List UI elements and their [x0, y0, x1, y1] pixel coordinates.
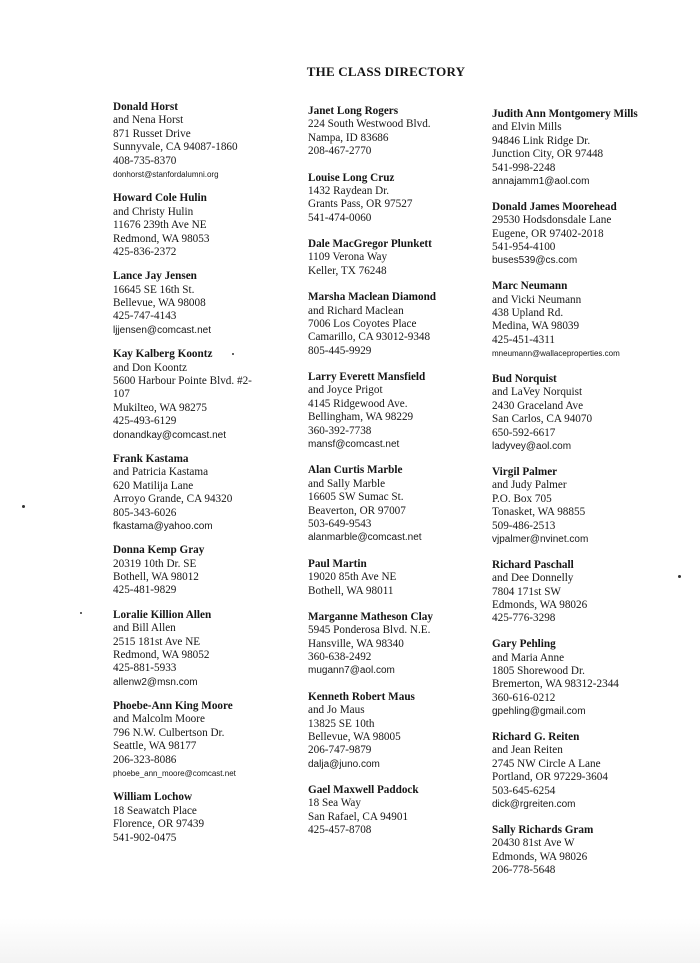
- entry-detail-line: 360-616-0212: [492, 691, 556, 704]
- entry-detail-line: Bothell, WA 98012: [113, 571, 199, 584]
- entry-detail-line: and Vicki Neumann: [492, 293, 582, 306]
- directory-entry: [113, 609, 313, 689]
- entry-detail-line: San Rafael, CA 94901: [308, 810, 409, 823]
- entry-detail-line: 1109 Verona Way: [308, 251, 388, 264]
- directory-entry: [308, 172, 508, 226]
- entry-name: Donna Kemp Gray: [113, 544, 205, 557]
- entry-email: donandkay@comcast.net: [113, 429, 226, 441]
- entry-detail-line: and LaVey Norquist: [492, 386, 583, 399]
- entry-email: phoebe_ann_moore@comcast.net: [113, 769, 236, 779]
- directory-column-2: [308, 105, 508, 851]
- entry-detail-line: 425-776-3298: [492, 612, 556, 625]
- entry-detail-line: Florence, OR 97439: [113, 818, 205, 831]
- entry-detail-line: 94846 Link Ridge Dr.: [492, 134, 591, 147]
- directory-entry: [113, 544, 313, 598]
- entry-detail-line: 20319 10th Dr. SE: [113, 557, 197, 570]
- entry-detail-line: 425-836-2372: [113, 245, 177, 258]
- entry-detail-line: 13825 SE 10th: [308, 717, 375, 730]
- entry-email: donhorst@stanfordalumni.org: [113, 170, 219, 180]
- entry-detail-line: and Jo Maus: [308, 704, 365, 717]
- entry-name: Donald Horst: [113, 101, 178, 113]
- entry-detail-line: 18 Sea Way: [308, 797, 361, 810]
- entry-name: Marsha Maclean Diamond: [308, 291, 437, 304]
- directory-entry: [492, 373, 692, 453]
- entry-detail-line: 206-747-9879: [308, 744, 372, 757]
- entry-detail-line: 29530 Hodsdonsdale Lane: [492, 214, 612, 227]
- entry-email: ladyvey@aol.com: [492, 441, 572, 453]
- entry-detail-line: Edmonds, WA 98026: [492, 850, 588, 863]
- entry-detail-line: 503-645-6254: [492, 784, 556, 797]
- entry-detail-line: Arroyo Grande, CA 94320: [113, 493, 233, 506]
- entry-detail-line: 650-592-6617: [492, 426, 556, 439]
- entry-detail-line: Bellingham, WA 98229: [308, 411, 414, 424]
- entry-name: Howard Cole Hulin: [113, 192, 207, 205]
- entry-detail-line: 2745 NW Circle A Lane: [492, 757, 601, 770]
- entry-detail-line: and Maria Anne: [492, 651, 565, 664]
- entry-detail-line: 16605 SW Sumac St.: [308, 491, 404, 504]
- directory-entry: [308, 291, 508, 358]
- directory-entry: [113, 101, 313, 181]
- entry-detail-line: Redmond, WA 98053: [113, 232, 210, 245]
- entry-detail-line: and Nena Horst: [113, 114, 184, 127]
- entry-detail-line: 5945 Ponderosa Blvd. N.E.: [308, 624, 431, 637]
- entry-detail-line: 620 Matilija Lane: [113, 479, 194, 492]
- entry-detail-line: Portland, OR 97229-3604: [492, 771, 608, 784]
- entry-name: Paul Martin: [308, 557, 367, 570]
- entry-detail-line: 541-954-4100: [492, 241, 556, 254]
- entry-detail-line: 425-481-9829: [113, 584, 177, 597]
- entry-detail-line: 796 N.W. Culbertson Dr.: [113, 726, 225, 739]
- entry-detail-line: Keller, TX 76248: [308, 264, 387, 277]
- entry-detail-line: Bellevue, WA 98005: [308, 730, 401, 743]
- entry-email: mneumann@wallaceproperties.com: [492, 349, 620, 359]
- entry-detail-line: 7006 Los Coyotes Place: [308, 317, 417, 330]
- entry-detail-line: Bothell, WA 98011: [308, 584, 394, 597]
- directory-entry: [308, 464, 508, 544]
- entry-email: dick@rgreiten.com: [492, 799, 576, 811]
- entry-email: ljjensen@comcast.net: [113, 324, 211, 336]
- scan-bottom-edge: [0, 918, 700, 963]
- entry-email: vjpalmer@nvinet.com: [492, 533, 589, 545]
- entry-name: Donald James Moorehead: [492, 200, 617, 213]
- entry-detail-line: Eugene, OR 97402-2018: [492, 227, 604, 240]
- entry-name: Phoebe-Ann King Moore: [113, 700, 233, 713]
- entry-name: Judith Ann Montgomery Mills: [492, 108, 638, 120]
- scan-speck: [80, 612, 82, 614]
- entry-name: Bud Norquist: [492, 373, 557, 386]
- entry-email: dalja@juno.com: [308, 758, 380, 770]
- entry-detail-line: 206-778-5648: [492, 864, 556, 877]
- entry-detail-line: 4145 Ridgewood Ave.: [308, 397, 408, 410]
- entry-name: Kay Kalberg Koontz: [113, 348, 213, 361]
- entry-email: allenw2@msn.com: [113, 676, 198, 688]
- directory-entry: [308, 691, 508, 771]
- entry-detail-line: 805-343-6026: [113, 506, 177, 519]
- entry-detail-line: Edmonds, WA 98026: [492, 598, 588, 611]
- entry-name: Dale MacGregor Plunkett: [308, 238, 432, 251]
- entry-detail-line: Bremerton, WA 98312-2344: [492, 678, 619, 691]
- scan-speck: [232, 353, 234, 355]
- entry-detail-line: and Jean Reiten: [492, 744, 563, 757]
- entry-detail-line: and Christy Hulin: [113, 205, 194, 218]
- entry-detail-line: Redmond, WA 98052: [113, 648, 210, 661]
- entry-detail-line: 20430 81st Ave W: [492, 837, 575, 850]
- entry-name: Richard Paschall: [492, 558, 574, 571]
- entry-detail-line: and Don Koontz: [113, 361, 187, 374]
- entry-detail-line: 107: [113, 388, 130, 401]
- entry-detail-line: 1805 Shorewood Dr.: [492, 664, 585, 677]
- entry-detail-line: P.O. Box 705: [492, 492, 552, 505]
- entry-name: Alan Curtis Marble: [308, 464, 403, 477]
- directory-entry: [492, 201, 692, 268]
- directory-entry: [308, 784, 508, 838]
- entry-detail-line: 360-392-7738: [308, 424, 372, 437]
- entry-name: Sally Richards Gram: [492, 823, 594, 836]
- entry-detail-line: and Malcolm Moore: [113, 713, 205, 726]
- entry-detail-line: and Judy Palmer: [492, 479, 567, 492]
- entry-detail-line: Seattle, WA 98177: [113, 740, 197, 753]
- directory-entry: [492, 824, 692, 878]
- entry-detail-line: and Dee Donnelly: [492, 572, 574, 585]
- entry-detail-line: 541-998-2248: [492, 161, 556, 174]
- entry-name: Loralie Killion Allen: [113, 608, 212, 621]
- entry-detail-line: Sunnyvale, CA 94087-1860: [113, 141, 238, 154]
- entry-name: Virgil Palmer: [492, 465, 558, 478]
- entry-detail-line: San Carlos, CA 94070: [492, 413, 593, 426]
- entry-email: annajamm1@aol.com: [492, 176, 590, 188]
- directory-entry: [113, 791, 313, 845]
- entry-detail-line: Grants Pass, OR 97527: [308, 198, 413, 211]
- entry-name: Larry Everett Mansfield: [308, 371, 426, 384]
- entry-detail-line: 509-486-2513: [492, 519, 556, 532]
- entry-detail-line: 16645 SE 16th St.: [113, 283, 195, 296]
- directory-entry: [113, 700, 313, 780]
- directory-entry: [492, 559, 692, 626]
- entry-detail-line: 19020 85th Ave NE: [308, 571, 397, 584]
- entry-detail-line: 206-323-8086: [113, 753, 177, 766]
- entry-detail-line: Tonasket, WA 98855: [492, 506, 586, 519]
- entry-detail-line: and Joyce Prigot: [308, 384, 383, 397]
- directory-entry: [113, 270, 313, 337]
- entry-detail-line: 541-902-0475: [113, 831, 177, 844]
- entry-detail-line: 2515 181st Ave NE: [113, 635, 201, 648]
- entry-detail-line: 7804 171st SW: [492, 585, 561, 598]
- entry-detail-line: 425-747-4143: [113, 310, 177, 323]
- entry-detail-line: 425-493-6129: [113, 415, 177, 428]
- entry-detail-line: 425-881-5933: [113, 662, 177, 675]
- entry-name: Kenneth Robert Maus: [308, 690, 415, 703]
- entry-name: Marc Neumann: [492, 280, 568, 293]
- entry-detail-line: Bellevue, WA 98008: [113, 297, 206, 310]
- entry-email: gpehling@gmail.com: [492, 706, 586, 718]
- directory-entry: [113, 453, 313, 533]
- scan-speck: [678, 575, 681, 578]
- entry-detail-line: Junction City, OR 97448: [492, 148, 604, 161]
- entry-name: William Lochow: [113, 791, 193, 804]
- directory-entry: [308, 611, 508, 678]
- directory-column-1: [113, 101, 313, 856]
- entry-name: Janet Long Rogers: [308, 105, 399, 117]
- entry-detail-line: 1432 Raydean Dr.: [308, 184, 390, 197]
- directory-entry: [492, 466, 692, 546]
- entry-detail-line: 2430 Graceland Ave: [492, 399, 584, 412]
- entry-name: Richard G. Reiten: [492, 730, 580, 743]
- entry-name: Louise Long Cruz: [308, 171, 395, 184]
- directory-entry: [113, 348, 313, 442]
- entry-detail-line: 541-474-0060: [308, 211, 372, 224]
- directory-entry: [492, 731, 692, 811]
- entry-detail-line: 224 South Westwood Blvd.: [308, 118, 431, 131]
- entry-detail-line: and Sally Marble: [308, 477, 386, 490]
- entry-detail-line: 408-735-8370: [113, 154, 177, 167]
- entry-name: Lance Jay Jensen: [113, 270, 197, 283]
- entry-detail-line: 18 Seawatch Place: [113, 804, 197, 817]
- entry-detail-line: 805-445-9929: [308, 344, 372, 357]
- entry-name: Frank Kastama: [113, 452, 189, 465]
- entry-name: Gael Maxwell Paddock: [308, 784, 419, 797]
- entry-detail-line: Beaverton, OR 97007: [308, 504, 406, 517]
- entry-detail-line: and Bill Allen: [113, 622, 176, 635]
- entry-detail-line: Mukilteo, WA 98275: [113, 401, 207, 414]
- entry-detail-line: and Patricia Kastama: [113, 466, 209, 479]
- entry-email: buses539@cs.com: [492, 255, 578, 267]
- directory-entry: [308, 105, 508, 159]
- entry-detail-line: 438 Upland Rd.: [492, 307, 564, 320]
- entry-email: mansf@comcast.net: [308, 439, 400, 451]
- entry-name: Marganne Matheson Clay: [308, 610, 433, 623]
- directory-entry: [492, 108, 692, 188]
- scan-speck: [22, 505, 25, 508]
- directory-entry: [308, 238, 508, 278]
- entry-detail-line: Nampa, ID 83686: [308, 131, 389, 144]
- entry-email: mugann7@aol.com: [308, 665, 395, 677]
- entry-detail-line: 5600 Harbour Pointe Blvd. #2-: [113, 374, 252, 387]
- entry-detail-line: Camarillo, CA 93012-9348: [308, 331, 431, 344]
- entry-detail-line: Hansville, WA 98340: [308, 637, 404, 650]
- directory-entry: [113, 192, 313, 259]
- entry-detail-line: 11676 239th Ave NE: [113, 219, 207, 232]
- entry-detail-line: 208-467-2770: [308, 145, 372, 158]
- directory-entry: [492, 638, 692, 718]
- directory-entry: [308, 558, 508, 598]
- entry-detail-line: and Elvin Mills: [492, 121, 562, 134]
- page-title: THE CLASS DIRECTORY: [306, 64, 466, 79]
- entry-detail-line: Medina, WA 98039: [492, 320, 580, 333]
- entry-detail-line: 360-638-2492: [308, 651, 372, 664]
- entry-email: alanmarble@comcast.net: [308, 532, 422, 544]
- entry-detail-line: 425-457-8708: [308, 824, 372, 837]
- entry-detail-line: 425-451-4311: [492, 333, 555, 346]
- entry-detail-line: and Richard Maclean: [308, 304, 404, 317]
- entry-name: Gary Pehling: [492, 638, 556, 651]
- directory-entry: [492, 280, 692, 360]
- entry-detail-line: 871 Russet Drive: [113, 127, 191, 140]
- entry-email: fkastama@yahoo.com: [113, 520, 213, 532]
- entry-detail-line: 503-649-9543: [308, 518, 372, 531]
- directory-column-3: [492, 108, 692, 890]
- directory-entry: [308, 371, 508, 451]
